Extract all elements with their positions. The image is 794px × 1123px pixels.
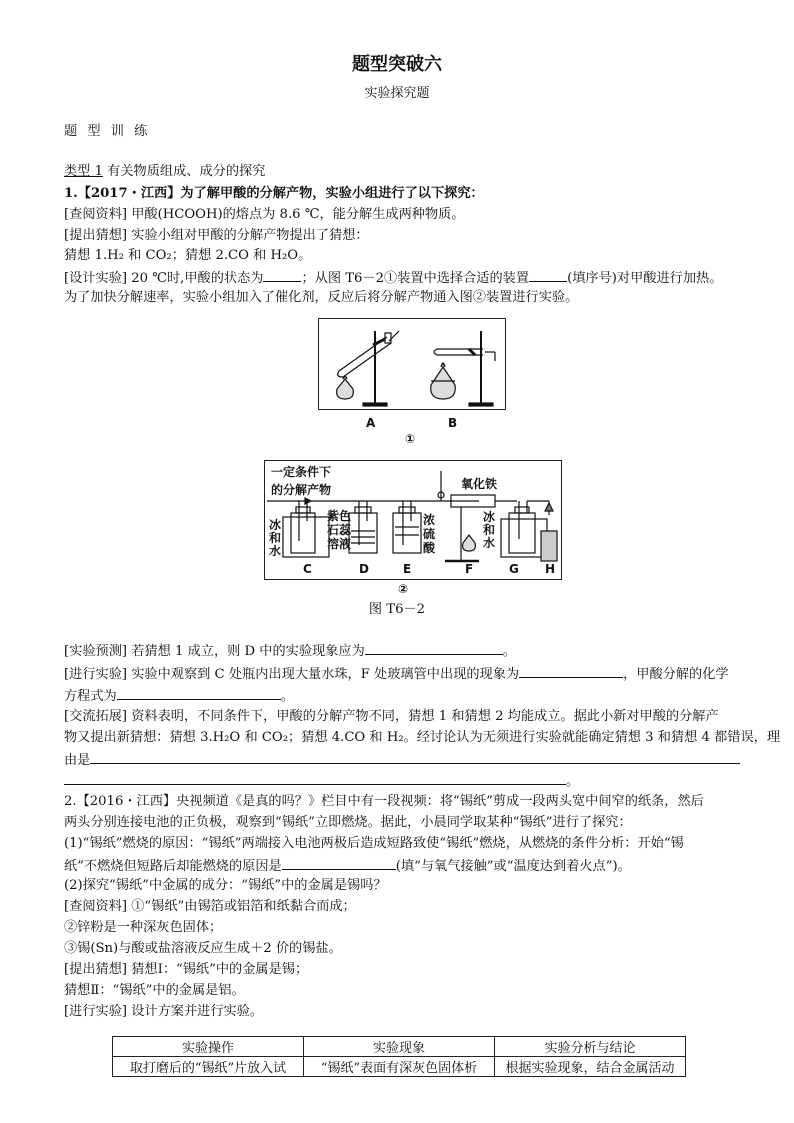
table-cell: 取打磨后的“锡纸”片放入试	[113, 1057, 304, 1077]
q1-predict-line	[64, 641, 516, 661]
q1-conduct-b: ，甲酸分解的化学	[623, 667, 729, 682]
q1-conduct-d: 。	[280, 689, 294, 704]
q2-head-1: 2.【2016・江西】央视频道《是真的吗？》栏目中有一段视频：将“锡纸”剪成一段两头宽中间窄的纸条，然后	[64, 794, 704, 809]
q2-info-3: ③锡(Sn)与酸或盐溶液反应生成＋2 价的锡盐。	[64, 941, 342, 956]
q1-guess-intro: [提出猜想] 实验小组对甲酸的分解产物提出了猜想：	[64, 228, 369, 243]
figure-2-number: ②	[398, 582, 409, 596]
q1-design-c: (填序号)对甲酸进行加热。	[567, 271, 723, 286]
q1-design-a: [设计实验] 20 ℃时,甲酸的状态为	[64, 271, 264, 286]
q1-info: [查阅资料] 甲酸(HCOOH)的熔点为 8.6 ℃，能分解生成两种物质。	[64, 207, 465, 222]
page-subtitle: 实验探究题	[364, 86, 430, 101]
q2-guess-1: [提出猜想] 猜想Ⅰ：“锡纸”中的金属是锡；	[64, 962, 309, 977]
inlet-label-2: 的分解产物	[271, 483, 332, 497]
q2-p1-2a: 纸”不燃烧但短路后却能燃烧的原因是	[64, 859, 282, 874]
blank-f-phenomenon[interactable]	[519, 664, 623, 678]
q2-info-1: [查阅资料] ①“锡纸”由锡箔或铝箔和纸黏合而成；	[64, 899, 356, 914]
page-title: 题型突破六	[352, 54, 442, 75]
section-heading: 题 型 训 练	[64, 124, 151, 139]
figure-1-number: ①	[405, 432, 416, 446]
table-header-row	[113, 1037, 686, 1057]
q2-conduct: [进行实验] 设计方案并进行实验。	[64, 1004, 264, 1019]
label-f: F	[465, 562, 474, 576]
blank-equation[interactable]	[117, 686, 281, 700]
q1-ext-4-line	[64, 771, 579, 791]
experiment-table	[112, 1036, 686, 1077]
table-header-cell: 实验操作	[113, 1037, 304, 1057]
label-e: E	[403, 562, 412, 576]
ice-left-label: 冰 和 水	[269, 518, 282, 558]
type-title: 有关物质组成、成分的探究	[107, 164, 266, 179]
label-h: H	[545, 562, 556, 576]
type-heading	[64, 163, 265, 181]
blank-predict[interactable]	[365, 641, 503, 655]
figure-1-label-b: B	[448, 416, 458, 430]
table-row	[113, 1057, 686, 1077]
q1-ext-end: 。	[566, 774, 580, 789]
figure-caption: 图 T6－2	[368, 602, 426, 617]
inlet-label-1: 一定条件下	[271, 465, 332, 479]
blank-burn-reason[interactable]	[282, 856, 396, 870]
figure-2-box	[264, 460, 562, 580]
q2-p1-2b: (填“与氧气接触”或“温度达到着火点”)。	[395, 859, 631, 874]
q2-p1-2-line	[64, 856, 631, 876]
q1-ext-1: [交流拓展] 资料表明，不同条件下，甲酸的分解产物不同，猜想 1 和猜想 2 均能成立。据此小新对甲酸的分解产	[64, 709, 719, 724]
q1-ext-3: 由是	[64, 753, 91, 768]
q1-design-2: 为了加快分解速率，实验小组加入了催化剂，反应后将分解产物通入图②装置进行实验。	[64, 290, 579, 305]
blank-reason-2[interactable]	[64, 771, 566, 785]
q1-ext-3-line	[64, 750, 740, 770]
q1-head: 1.【2017・江西】为了解甲酸的分解产物，实验小组进行了以下探究：	[64, 186, 484, 201]
q1-ext-2: 物又提出新猜想：猜想 3.H₂O 和 CO₂；猜想 4.CO 和 H₂。经讨论认为无须进行实验就能确定猜想 3 和猜想 4 都错误，理	[64, 730, 781, 745]
type-label: 类型 1	[64, 164, 103, 179]
q2-info-2: ②锌粉是一种深灰色固体；	[64, 920, 223, 935]
blank-device[interactable]	[529, 268, 567, 282]
q2-p1-1: (1)“锡纸”燃烧的原因：“锡纸”两端接入电池两极后造成短路致使“锡纸”燃烧，从燃烧的条件分析：开始“锡	[64, 836, 684, 851]
label-g: G	[509, 562, 519, 576]
label-d: D	[359, 562, 369, 576]
iron-oxide-label: 氧化铁	[461, 477, 498, 491]
litmus-label: 紫色 石蕊 溶液	[327, 509, 352, 551]
q1-predict-b: 。	[502, 644, 516, 659]
q1-predict-a: [实验预测] 若猜想 1 成立，则 D 中的实验现象应为	[64, 644, 365, 659]
blank-reason-1[interactable]	[90, 750, 740, 764]
q2-guess-2: 猜想Ⅱ：“锡纸”中的金属是铝。	[64, 983, 245, 998]
q1-design-line	[64, 268, 722, 288]
acid-label: 浓 硫 酸	[423, 513, 436, 555]
figure-1-drawing	[319, 319, 505, 409]
table-cell: 根据实验现象，结合金属活动	[495, 1057, 686, 1077]
figure-1-label-a: A	[366, 416, 376, 430]
table-header-cell: 实验分析与结论	[495, 1037, 686, 1057]
table-cell: “锡纸”表面有深灰色固体析	[304, 1057, 495, 1077]
figure-1-box	[318, 318, 506, 410]
q1-conduct-line	[64, 664, 729, 684]
q2-head-2: 两头分别连接电池的正负极，观察到“锡纸”立即燃烧。据此，小晨同学取某种“锡纸”进行了探究：	[64, 815, 632, 830]
q1-conduct-a: [进行实验] 实验中观察到 C 处瓶内出现大量水珠，F 处玻璃管中出现的现象为	[64, 667, 520, 682]
blank-state[interactable]	[263, 268, 301, 282]
ice-right-label: 冰 和 水	[483, 510, 496, 550]
q1-guess-list: 猜想 1.H₂ 和 CO₂；猜想 2.CO 和 H₂O。	[64, 248, 312, 263]
table-header-cell: 实验现象	[304, 1037, 495, 1057]
label-c: C	[303, 562, 312, 576]
q2-p2: (2)探究“锡纸”中金属的成分：“锡纸”中的金属是锡吗？	[64, 878, 387, 893]
q1-design-b: ；从图 T6－2①装置中选择合适的装置	[301, 271, 530, 286]
q1-conduct-c: 方程式为	[64, 689, 117, 704]
q1-equation-line	[64, 686, 294, 706]
